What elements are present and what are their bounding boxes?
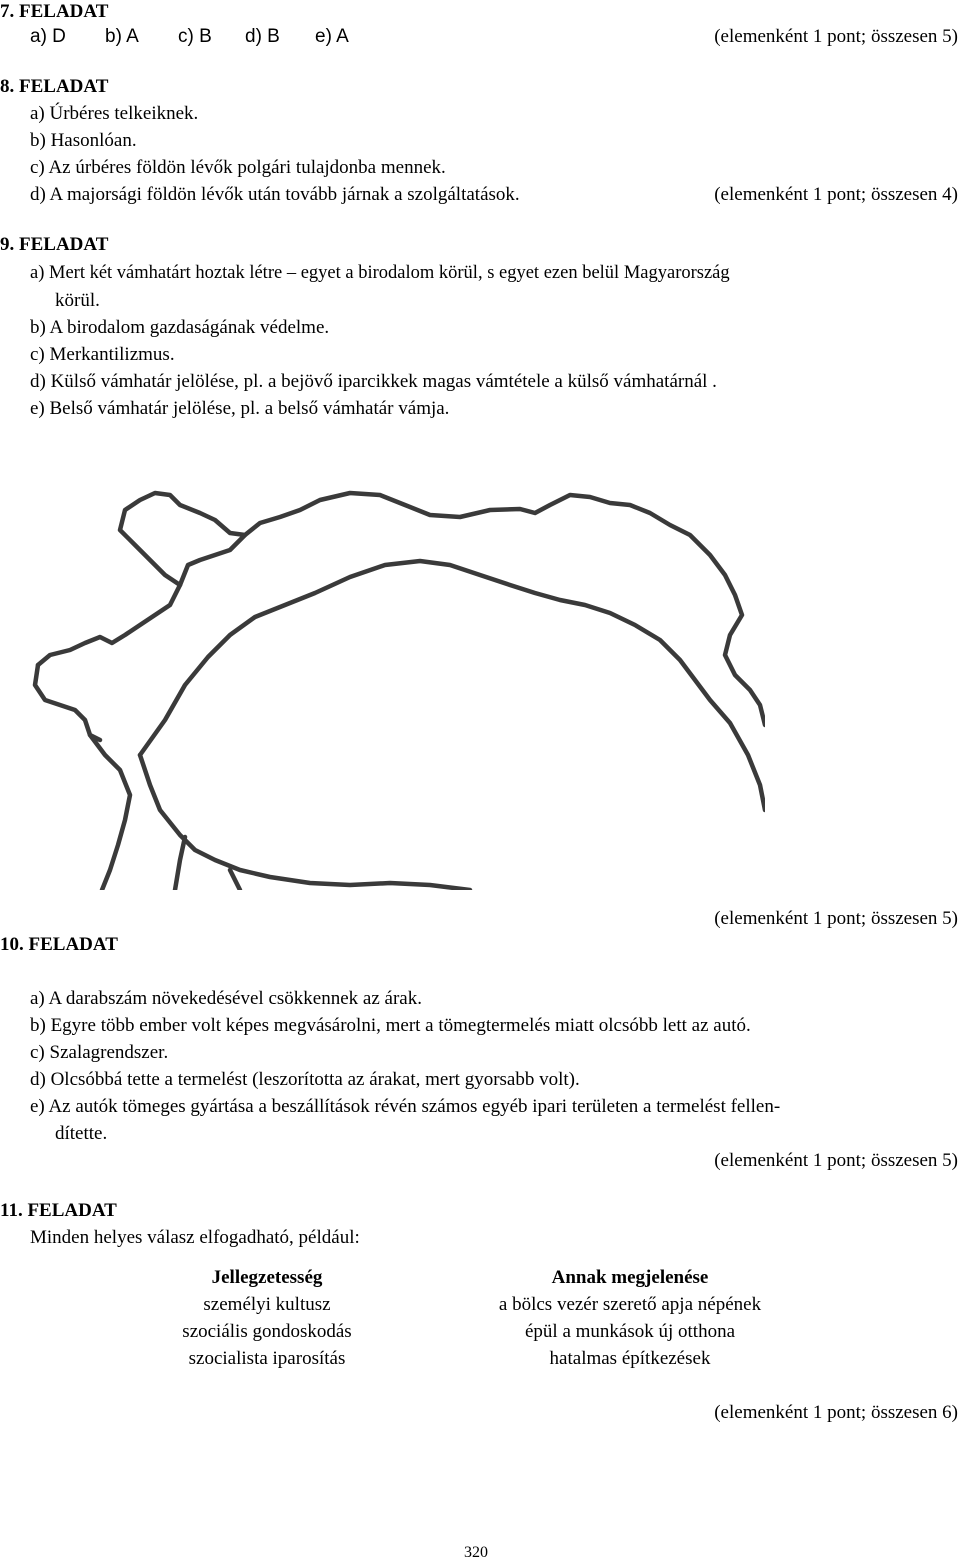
task8-item-d: d) A majorsági földön lévők után tovább járnak a szolgáltatások. — [30, 184, 520, 205]
table-cell: szocialista iparosítás — [188, 1348, 346, 1369]
empire-bohemia-border — [35, 493, 245, 740]
table-header-megjelenes: Annak megjelenése — [551, 1267, 709, 1288]
task10-item-d: d) Olcsóbbá tette a termelést (leszorította az árakat, mert gyorsabb volt). — [30, 1069, 580, 1090]
hungary-inner-border — [140, 561, 765, 810]
task8-score: (elemenként 1 pont; összesen 4) — [714, 184, 958, 205]
page-number: 320 — [464, 1544, 488, 1561]
table-header-jellegzetesseg: Jellegzetesség — [211, 1267, 323, 1288]
empire-outer-border — [38, 493, 765, 725]
task10-item-b: b) Egyre több ember volt képes megvásárolni, mert a tömegtermelés miatt olcsóbb lett az autó. — [30, 1015, 751, 1036]
task8-title: 8. FELADAT — [0, 76, 109, 97]
task7-answer-b: b) A — [105, 26, 139, 47]
task7-answer-a: a) D — [30, 26, 66, 47]
task9-item-d: d) Külső vámhatár jelölése, pl. a bejövő iparcikkek magas vámtétele a külső vámhatárnál . — [30, 371, 717, 392]
map-score: (elemenként 1 pont; összesen 5) — [714, 908, 958, 929]
task10-item-a: a) A darabszám növekedésével csökkennek az árak. — [30, 988, 422, 1009]
task10-item-e-cont: dítette. — [55, 1123, 108, 1144]
task8-item-a: a) Úrbéres telkeiknek. — [30, 103, 199, 124]
task8-item-c: c) Az úrbéres földön lévők polgári tulajdonba mennek. — [30, 157, 446, 178]
table-cell: a bölcs vezér szerető apja népének — [498, 1294, 762, 1315]
task9-item-a-cont: körül. — [55, 290, 100, 311]
task10-title: 10. FELADAT — [0, 934, 118, 955]
table-cell: személyi kultusz — [203, 1294, 331, 1315]
task10-item-c: c) Szalagrendszer. — [30, 1042, 169, 1063]
task7-answer-d: d) B — [245, 26, 280, 47]
task9-item-a: a) Mert két vámhatárt hoztak létre – egyet a birodalom körül, s egyet ezen belül Magyarország — [30, 263, 730, 283]
task11-title: 11. FELADAT — [0, 1200, 117, 1221]
task7-score: (elemenként 1 pont; összesen 5) — [714, 26, 958, 47]
task7-answer-e: e) A — [315, 26, 349, 47]
southern-border — [90, 735, 470, 890]
task10-item-e: e) Az autók tömeges gyártása a beszállítások révén számos egyéb ipari területen a termelést fellen- — [30, 1096, 781, 1117]
task11-score: (elemenként 1 pont; összesen 6) — [714, 1402, 958, 1423]
task9-item-b: b) A birodalom gazdaságának védelme. — [30, 317, 330, 338]
task10-score: (elemenként 1 pont; összesen 5) — [714, 1150, 958, 1171]
table-cell: szociális gondoskodás — [182, 1321, 352, 1342]
table-cell: hatalmas építkezések — [549, 1348, 711, 1369]
task7-answer-c: c) B — [178, 26, 212, 47]
task9-item-e: e) Belső vámhatár jelölése, pl. a belső vámhatár vámja. — [30, 398, 450, 419]
task9-title: 9. FELADAT — [0, 234, 109, 255]
task7-title: 7. FELADAT — [0, 1, 109, 22]
table-cell: épül a munkások új otthona — [524, 1321, 736, 1342]
task11-intro: Minden helyes válasz elfogadható, például: — [30, 1227, 360, 1248]
task9-item-c: c) Merkantilizmus. — [30, 344, 175, 365]
task8-item-b: b) Hasonlóan. — [30, 130, 137, 151]
habsburg-map — [30, 465, 765, 890]
